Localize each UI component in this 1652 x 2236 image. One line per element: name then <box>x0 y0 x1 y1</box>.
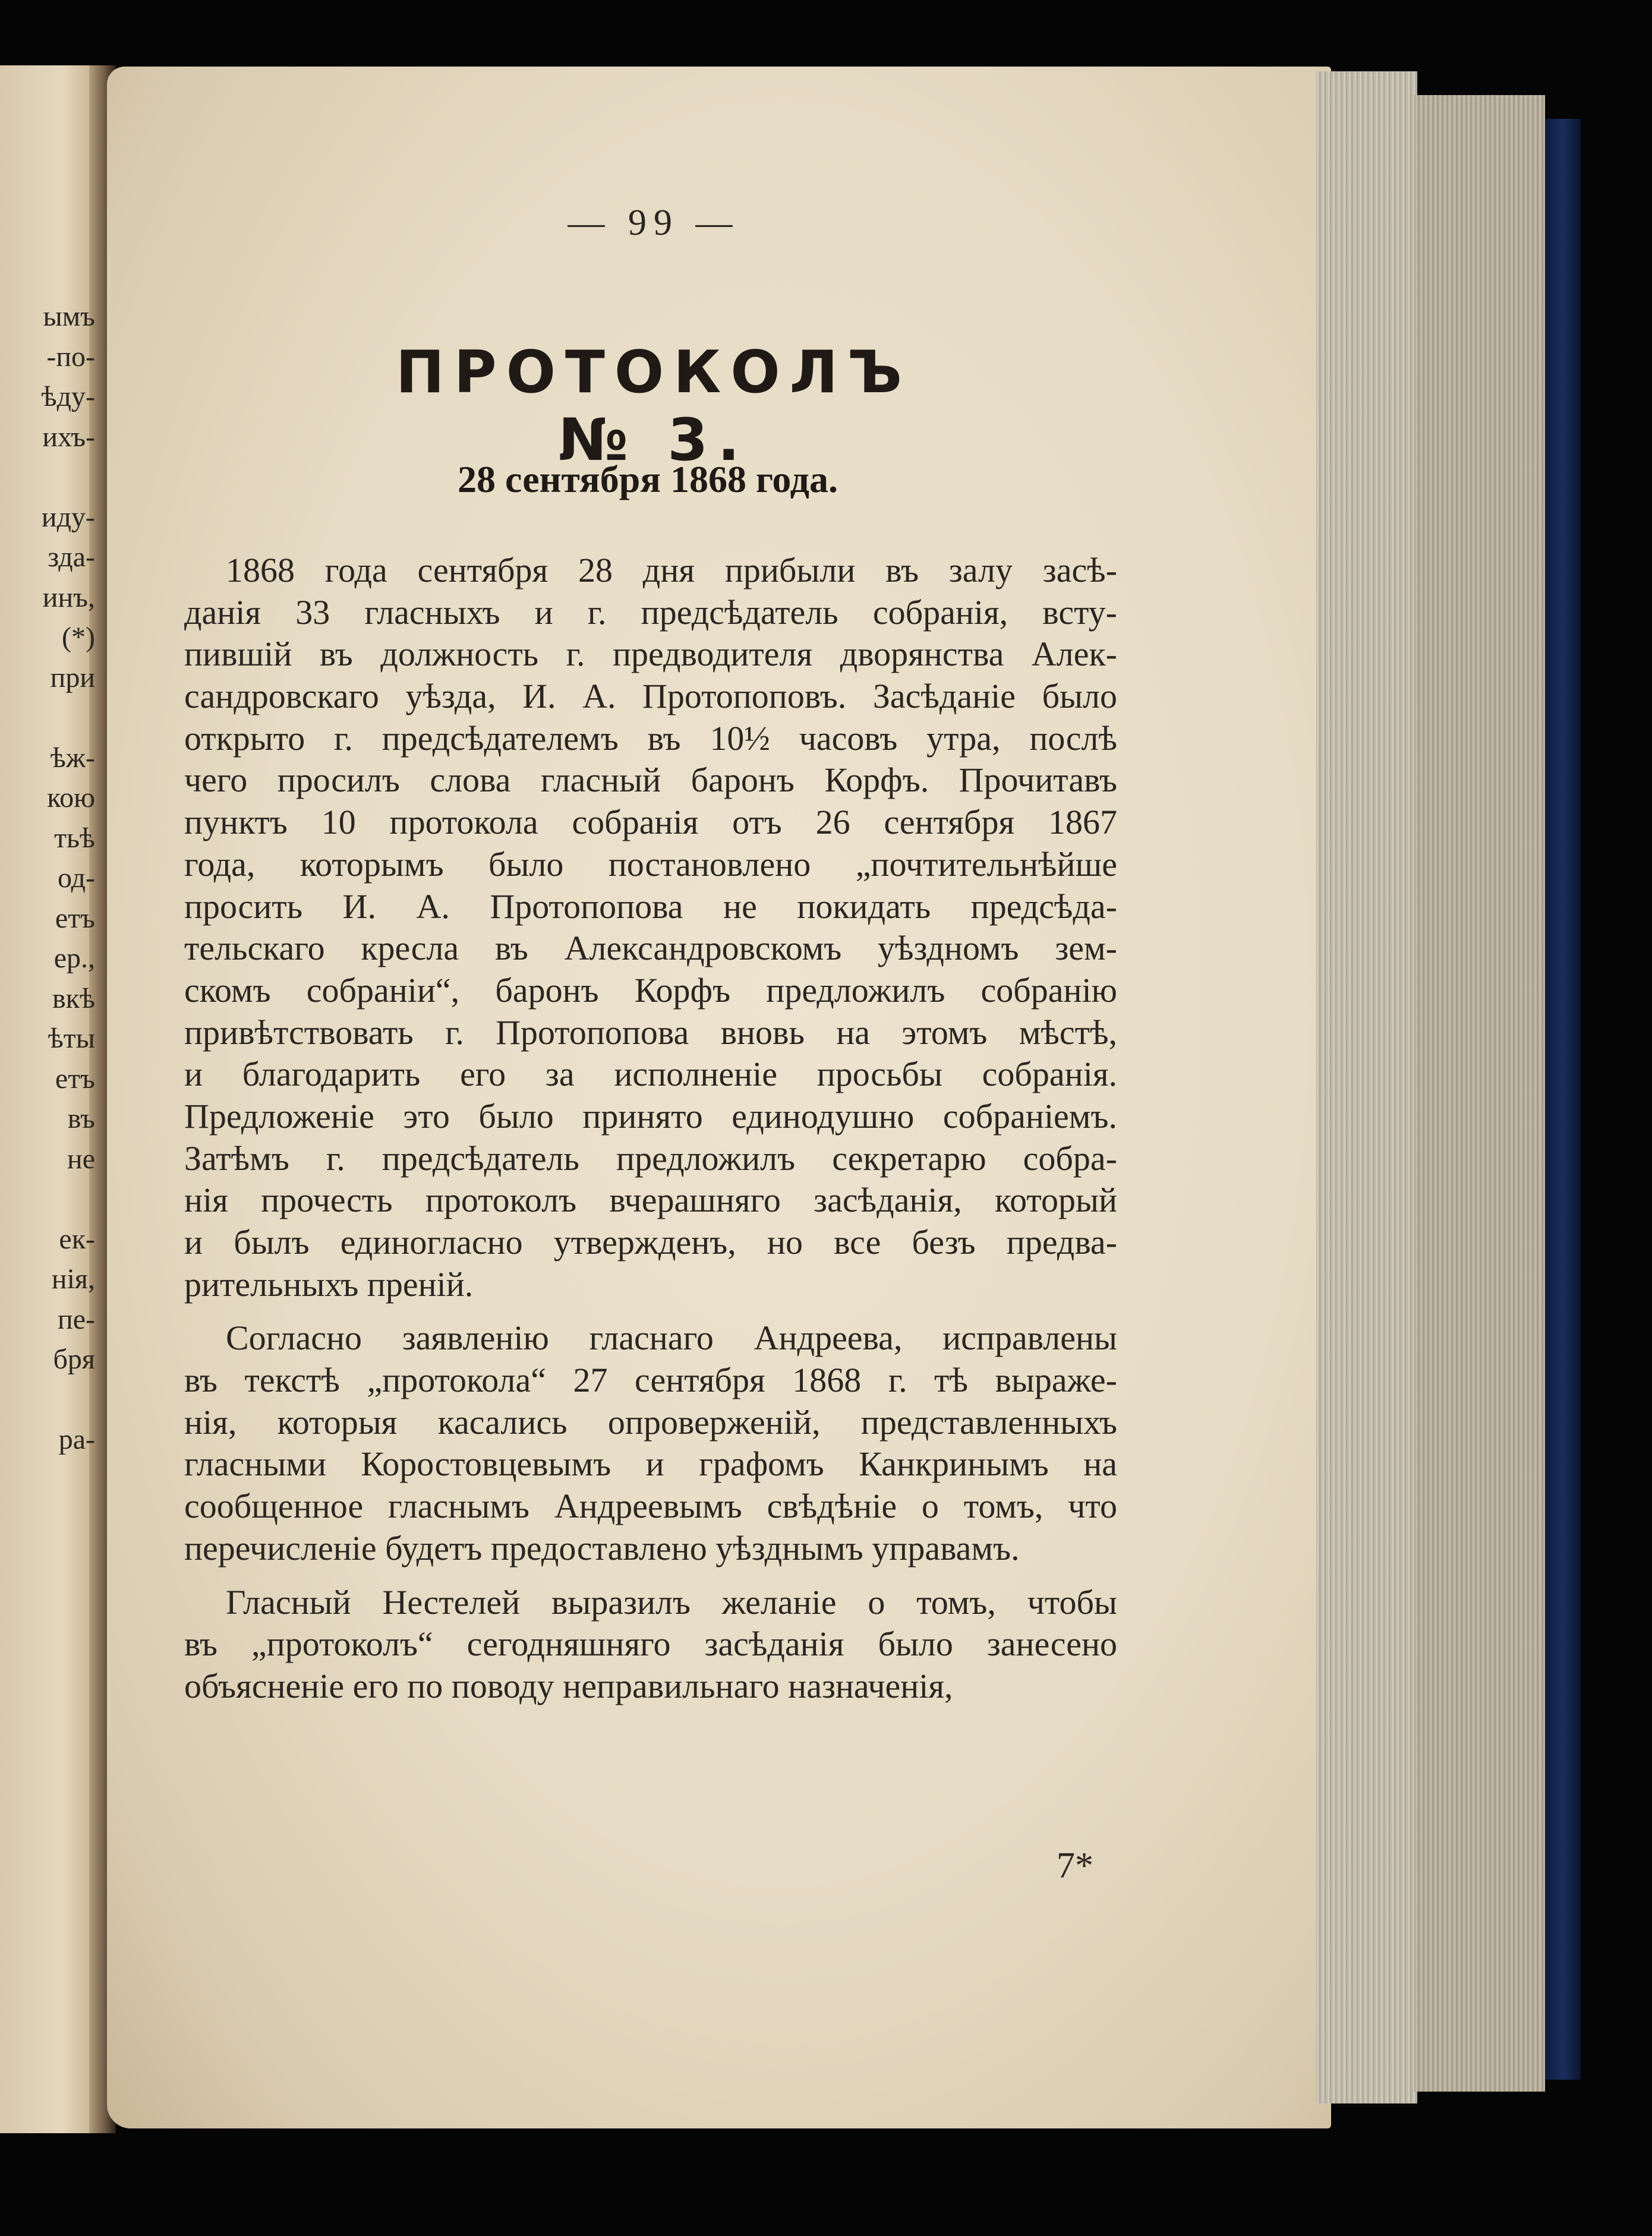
page-subtitle-date: 28 сентября 1868 года. <box>458 458 838 500</box>
text-line: Согласно заявленію гласнаго Андреева, исправлены <box>226 1319 1117 1358</box>
text-line: Затѣмъ г. предсѣдатель предложилъ секретарю собра- <box>184 1139 1117 1178</box>
page-edges <box>1316 71 1417 2103</box>
page-edges-back <box>1414 95 1545 2092</box>
paragraph <box>184 1317 1117 1569</box>
left-page-fragment: ымъ <box>43 301 95 332</box>
left-page-fragment: тьѣ <box>54 822 95 854</box>
left-facing-page <box>0 65 104 2133</box>
paragraph-gap <box>184 1570 1117 1582</box>
text-line: сообщенное гласнымъ Андреевымъ свѣдѣніе о томъ, что <box>184 1487 1117 1526</box>
left-page-fragment: ихъ- <box>42 421 95 453</box>
paragraph <box>184 1582 1117 1708</box>
text-line: сандровскаго уѣзда, И. А. Протопоповъ. Засѣданіе было <box>184 677 1117 716</box>
text-line: нія прочесть протоколъ вчерашняго засѣданія, который <box>184 1181 1117 1220</box>
text-line: въ текстѣ „протокола“ 27 сентября 1868 г. тѣ выраже- <box>184 1361 1117 1400</box>
paragraph-gap <box>184 1305 1117 1317</box>
left-page-fragment: иду- <box>41 501 95 533</box>
left-page-fragment: пе- <box>58 1303 95 1335</box>
text-line: перечисленіе будетъ предоставлено уѣзднымъ управамъ. <box>184 1528 1020 1568</box>
text-line: рительныхъ преній. <box>184 1264 474 1304</box>
page-title: ПРОТОКОЛЪ № 3. <box>395 339 912 474</box>
left-page-fragment: ер., <box>53 942 95 974</box>
left-page-fragment: ѣж- <box>50 742 95 774</box>
left-page-fragment: од- <box>57 862 95 894</box>
left-page-fragment: не <box>67 1143 95 1175</box>
left-page-fragment: въ <box>67 1103 95 1134</box>
left-page-fragment: ѣты <box>48 1023 95 1054</box>
text-line: года, которымъ было постановлено „почтительнѣйше <box>184 844 1117 884</box>
left-page-fragment: нія, <box>51 1263 95 1295</box>
paragraph <box>184 550 1117 1305</box>
left-page-fragment: -по- <box>46 340 95 373</box>
left-page-fragment: инъ, <box>42 581 95 613</box>
signature-mark: 7* <box>1057 1846 1093 1886</box>
left-page-fragment: кою <box>47 782 95 813</box>
text-line: и благодарить его за исполненіе просьбы собранія. <box>184 1055 1117 1094</box>
left-page-fragment: ѣду- <box>41 381 95 412</box>
text-line: пунктъ 10 протокола собранія отъ 26 сентября 1867 <box>184 803 1117 842</box>
left-page-fragment: бря <box>53 1344 95 1375</box>
left-page-fragment: зда- <box>48 541 95 573</box>
text-line: скомъ собраніи“, баронъ Корфъ предложилъ собранію <box>184 970 1117 1010</box>
text-line: въ „протоколъ“ сегодняшняго засѣданія было занесено <box>184 1625 1117 1664</box>
text-line: просить И. А. Протопопова не покидать предсѣда- <box>184 887 1117 926</box>
text-line: 1868 года сентября 28 дня прибыли въ залу засѣ- <box>226 551 1117 589</box>
left-page-fragment: ек- <box>59 1223 95 1255</box>
text-line: Предложеніе это было принято единодушно собраніемъ. <box>184 1096 1117 1136</box>
text-line: тельскаго кресла въ Александровскомъ уѣздномъ зем- <box>184 929 1117 968</box>
left-page-fragment: при <box>50 661 95 693</box>
text-line: нія, которыя касались опроверженій, представленныхъ <box>184 1402 1117 1442</box>
page-number: — 99 — <box>568 203 740 243</box>
left-page-fragment: (*) <box>62 622 95 653</box>
body-text <box>184 550 1117 1708</box>
text-line: чего просилъ слова гласный баронъ Корфъ. Прочитавъ <box>184 761 1117 800</box>
left-page-fragment: етъ <box>55 1062 95 1095</box>
text-line: объясненіе его по поводу неправильнаго назначенія, <box>184 1666 953 1705</box>
text-line: гласными Коростовцевымъ и графомъ Канкринымъ на <box>184 1445 1117 1484</box>
text-line: данія 33 гласныхъ и г. предсѣдатель собранія, всту- <box>184 592 1117 632</box>
text-line: привѣтствовать г. Протопопова вновь на этомъ мѣстѣ, <box>184 1013 1117 1052</box>
left-page-fragment: ра- <box>58 1424 95 1455</box>
left-page-fragment: вкѣ <box>52 982 95 1014</box>
text-line: Гласный Нестелей выразилъ желаніе о томъ, чтобы <box>226 1582 1117 1622</box>
text-line: пившій въ должность г. предводителя дворянства Алек- <box>184 635 1117 674</box>
text-line: открыто г. предсѣдателемъ въ 10½ часовъ утра, послѣ <box>184 718 1117 758</box>
left-page-fragment: етъ <box>55 902 95 934</box>
text-line: и былъ единогласно утвержденъ, но все безъ предва- <box>184 1223 1117 1262</box>
book-cover-edge <box>1545 119 1581 2080</box>
